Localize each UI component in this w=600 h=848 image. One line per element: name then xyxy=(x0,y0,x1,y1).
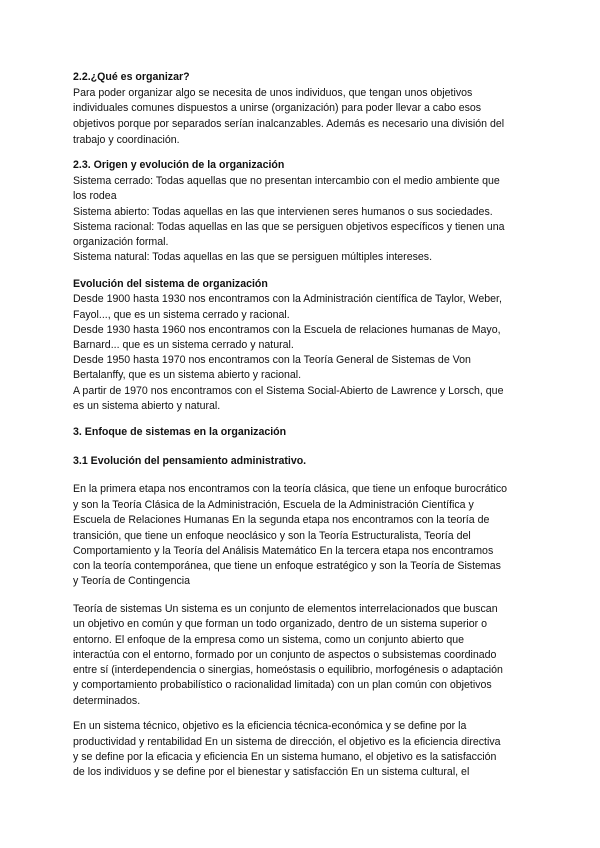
section-heading-3-1: 3.1 Evolución del pensamiento administrativo. xyxy=(73,455,307,467)
text-line: con la teoría contemporánea, que tiene un enfoque estratégico y son la Teoría de Sistemas xyxy=(73,560,501,572)
text-line: Desde 1930 hasta 1960 nos encontramos con la Escuela de relaciones humanas de Mayo, xyxy=(73,324,501,336)
section-heading-2-2: 2.2.¿Qué es organizar? xyxy=(73,71,190,83)
text-line: interactúa con el entorno, formado por un conjunto de aspectos o subsistemas coordinado xyxy=(73,649,497,661)
section-heading-2-3: 2.3. Origen y evolución de la organización xyxy=(73,159,285,171)
text-line: Teoría de sistemas Un sistema es un conjunto de elementos interrelacionados que buscan xyxy=(73,603,498,615)
text-line: productividad y rentabilidad En un sistema de dirección, el objetivo es la eficiencia directiva xyxy=(73,736,501,748)
text-line: trabajo y coordinación. xyxy=(73,134,180,146)
section-heading-3: 3. Enfoque de sistemas en la organización xyxy=(73,426,287,438)
text-line: y comportamiento probabilístico o racionalidad limitada) con un plan común con objetivos xyxy=(73,679,492,691)
text-line: Comportamiento y la Teoría del Análisis Matemático En la tercera etapa nos encontramos xyxy=(73,545,494,557)
text-line: y Teoría de Contingencia xyxy=(73,575,191,587)
text-line: y son la Teoría Clásica de la Administración, Escuela de la Administración Científica y xyxy=(73,499,474,511)
text-line: individuales comunes dispuestos a unirse (organización) para poder llevar a cabo esos xyxy=(73,102,482,114)
text-line: Fayol..., que es un sistema cerrado y racional. xyxy=(73,309,290,321)
text-line: organización formal. xyxy=(73,236,169,248)
text-line: Sistema cerrado: Todas aquellas que no presentan intercambio con el medio ambiente que xyxy=(73,175,500,187)
text-line: En la primera etapa nos encontramos con la teoría clásica, que tiene un enfoque burocrático xyxy=(73,483,508,495)
text-line: A partir de 1970 nos encontramos con el Sistema Social-Abierto de Lawrence y Lorsch, que xyxy=(73,385,504,397)
text-line: Desde 1950 hasta 1970 nos encontramos con la Teoría General de Sistemas de Von xyxy=(73,354,471,366)
text-line: entre sí (interdependencia o sinergias, homeóstasis o equilibrio, morfogénesis o adaptación xyxy=(73,664,503,676)
text-line: transición, que tiene un enfoque neoclásico y son la Teoría Estructuralista, Teoría del xyxy=(73,530,471,542)
text-line: entorno. El enfoque de la empresa como un sistema, como un conjunto abierto que xyxy=(73,634,465,646)
text-line: Barnard... que es un sistema cerrado y natural. xyxy=(73,339,294,351)
text-line: determinados. xyxy=(73,695,141,707)
text-line: Sistema natural: Todas aquellas en las que se persiguen múltiples intereses. xyxy=(73,251,433,263)
text-line: Sistema abierto: Todas aquellas en las que intervienen seres humanos o sus sociedades. xyxy=(73,206,493,218)
text-line: objetivos porque por separados serían inalcanzables. Además es necesario una división del xyxy=(73,118,505,130)
text-line: un objetivo en común y que forman un todo organizado, dentro de un sistema superior o xyxy=(73,618,488,630)
text-line: Sistema racional: Todas aquellas en las que se persiguen objetivos específicos y tienen una xyxy=(73,221,505,233)
text-line: es un sistema abierto y natural. xyxy=(73,400,221,412)
text-line: Desde 1900 hasta 1930 nos encontramos con la Administración científica de Taylor, Weber, xyxy=(73,293,502,305)
text-line: En un sistema técnico, objetivo es la eficiencia técnica-económica y se define por la xyxy=(73,720,467,732)
text-line: y se define por la eficacia y eficiencia En un sistema humano, el objetivo es la satisfacción xyxy=(73,751,497,763)
text-line: Escuela de Relaciones Humanas En la segunda etapa nos encontramos con la teoría de xyxy=(73,514,490,526)
text-line: de los individuos y se define por el bienestar y satisfacción En un sistema cultural, el xyxy=(73,766,470,778)
text-line: los rodea xyxy=(73,190,117,202)
text-line: Para poder organizar algo se necesita de unos individuos, que tengan unos objetivos xyxy=(73,87,473,99)
section-heading-evolucion: Evolución del sistema de organización xyxy=(73,278,268,290)
text-line: Bertalanffy, que es un sistema abierto y racional. xyxy=(73,369,302,381)
